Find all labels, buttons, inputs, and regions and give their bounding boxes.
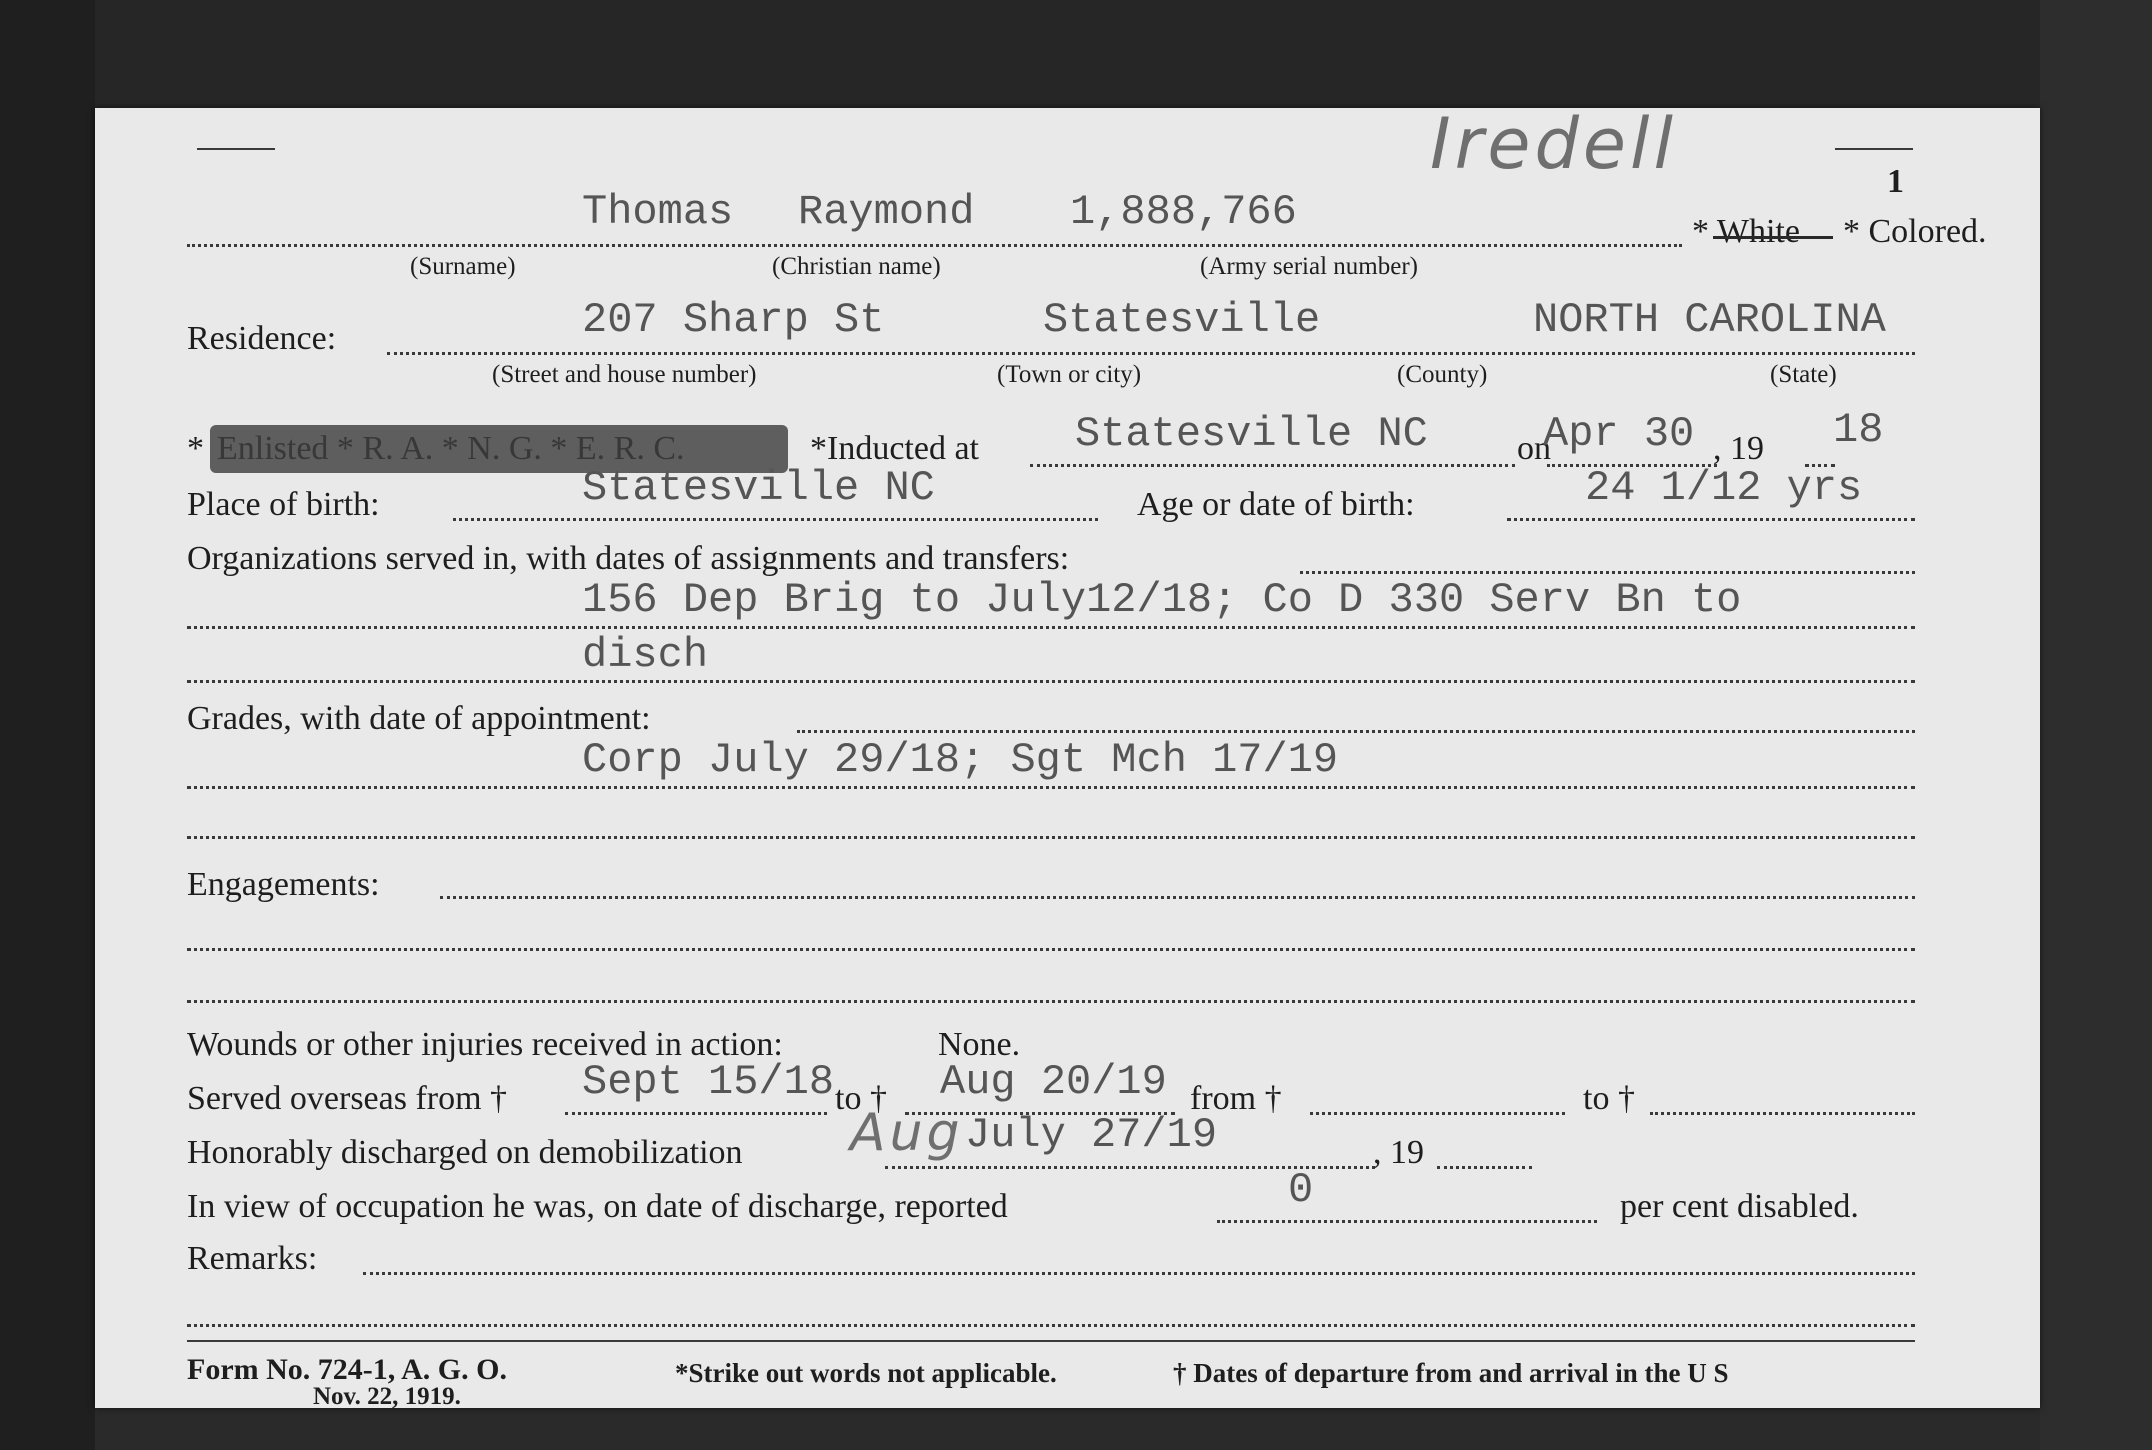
- overseas-from-line-2: [1310, 1112, 1565, 1115]
- engagements-line-0: [440, 896, 1915, 899]
- caption-serial-number: (Army serial number): [1200, 253, 1418, 280]
- grades-line-1: [187, 786, 1915, 789]
- inducted-label: *Inducted at: [810, 430, 979, 467]
- race-colored-option: * Colored.: [1843, 213, 1987, 250]
- caption-christian-name: (Christian name): [772, 253, 941, 280]
- footnote-strike-out: *Strike out words not applicable.: [675, 1358, 1057, 1388]
- disability-line: [1217, 1220, 1597, 1223]
- street-value: 207 Sharp St: [582, 296, 885, 344]
- inducted-line: [1030, 464, 1515, 467]
- grades-label: Grades, with date of appointment:: [187, 700, 651, 737]
- grades-value: Corp July 29/18; Sgt Mch 17/19: [582, 736, 1339, 784]
- remarks-label: Remarks:: [187, 1240, 318, 1277]
- organizations-line-2: [187, 680, 1915, 683]
- grades-line-2: [187, 836, 1915, 839]
- organizations-value-line2: disch: [582, 631, 709, 679]
- enlisted-options: Enlisted * R. A. * N. G. * E. R. C.: [217, 430, 685, 467]
- scan-background-right: [2040, 0, 2152, 1450]
- birthplace-value: Statesville NC: [582, 464, 935, 512]
- county-handwritten-note: Iredell: [1430, 103, 1677, 185]
- remarks-line-1: [187, 1324, 1915, 1327]
- footer-rule: [187, 1340, 1915, 1342]
- top-left-dash: [197, 148, 275, 150]
- wounds-value: None.: [938, 1026, 1021, 1063]
- engagements-line-1: [187, 948, 1915, 951]
- discharge-handwritten-month: Aug: [850, 1103, 964, 1163]
- age-line: [1507, 518, 1915, 521]
- caption-county: (County): [1397, 361, 1488, 388]
- disability-value: 0: [1288, 1166, 1314, 1214]
- residence-label: Residence:: [187, 320, 337, 357]
- remarks-line-0: [363, 1272, 1915, 1275]
- form-date: Nov. 22, 1919.: [313, 1383, 461, 1410]
- year-prefix: , 19: [1713, 430, 1764, 467]
- on-label: on: [1517, 430, 1551, 467]
- inducted-year-value: 18: [1833, 406, 1884, 454]
- overseas-to-value: Aug 20/19: [940, 1058, 1167, 1106]
- inducted-at-value: Statesville NC: [1075, 410, 1428, 458]
- caption-surname: (Surname): [410, 253, 516, 280]
- age-label: Age or date of birth:: [1137, 486, 1415, 523]
- scan-background-left: [0, 0, 95, 1450]
- overseas-to-label-2: to †: [1583, 1080, 1635, 1117]
- overseas-from-value: Sept 15/18: [582, 1058, 835, 1106]
- overseas-to-line-2: [1650, 1112, 1915, 1115]
- organizations-line-1: [187, 626, 1915, 629]
- race-white-option: * White: [1692, 213, 1800, 250]
- wounds-label: Wounds or other injuries received in action:: [187, 1026, 783, 1063]
- discharge-date-value: July 27/19: [965, 1111, 1218, 1159]
- engagements-label: Engagements:: [187, 866, 380, 903]
- caption-street: (Street and house number): [492, 361, 757, 388]
- serial-number-value: 1,888,766: [1070, 188, 1297, 236]
- state-value: NORTH CAROLINA: [1533, 296, 1886, 344]
- residence-line: [387, 352, 1915, 355]
- inducted-date-value: Apr 30: [1543, 410, 1695, 458]
- name-line: [187, 244, 1682, 247]
- top-right-dash: [1835, 148, 1913, 150]
- surname-value: Thomas: [582, 188, 734, 236]
- caption-state: (State): [1770, 361, 1837, 388]
- overseas-label: Served overseas from †: [187, 1080, 508, 1117]
- caption-town: (Town or city): [997, 361, 1142, 388]
- overseas-to-label: to †: [835, 1080, 887, 1117]
- engagements-line-2: [187, 1000, 1915, 1003]
- disability-label: In view of occupation he was, on date of discharge, reported: [187, 1188, 1008, 1225]
- discharge-year-line: [1437, 1166, 1532, 1169]
- footnote-dates: † Dates of departure from and arrival in the U S: [1173, 1358, 1729, 1388]
- christian-name-value: Raymond: [798, 188, 975, 236]
- overseas-from-label-2: from †: [1190, 1080, 1282, 1117]
- discharge-label: Honorably discharged on demobilization: [187, 1134, 743, 1171]
- scan-background-top: [0, 0, 2152, 110]
- grades-line-0: [797, 730, 1915, 733]
- overseas-from-line: [565, 1112, 827, 1115]
- service-record-card: [95, 103, 2040, 1410]
- organizations-value-line1: 156 Dep Brig to July12/18; Co D 330 Serv Bn to: [582, 576, 1742, 624]
- organizations-line-0: [1300, 571, 1915, 574]
- enlisted-asterisk: *: [187, 430, 204, 467]
- race-white-strikeout: [1713, 236, 1833, 239]
- age-value: 24 1/12 yrs: [1585, 464, 1863, 512]
- discharge-year-prefix: , 19: [1373, 1134, 1424, 1171]
- town-value: Statesville: [1043, 296, 1321, 344]
- organizations-label: Organizations served in, with dates of assignments and transfers:: [187, 540, 1070, 577]
- form-number: Form No. 724-1, A. G. O.: [187, 1353, 507, 1386]
- disability-suffix: per cent disabled.: [1620, 1188, 1859, 1225]
- birthplace-label: Place of birth:: [187, 486, 380, 523]
- birthplace-line: [453, 518, 1098, 521]
- card-number: 1: [1887, 163, 1904, 200]
